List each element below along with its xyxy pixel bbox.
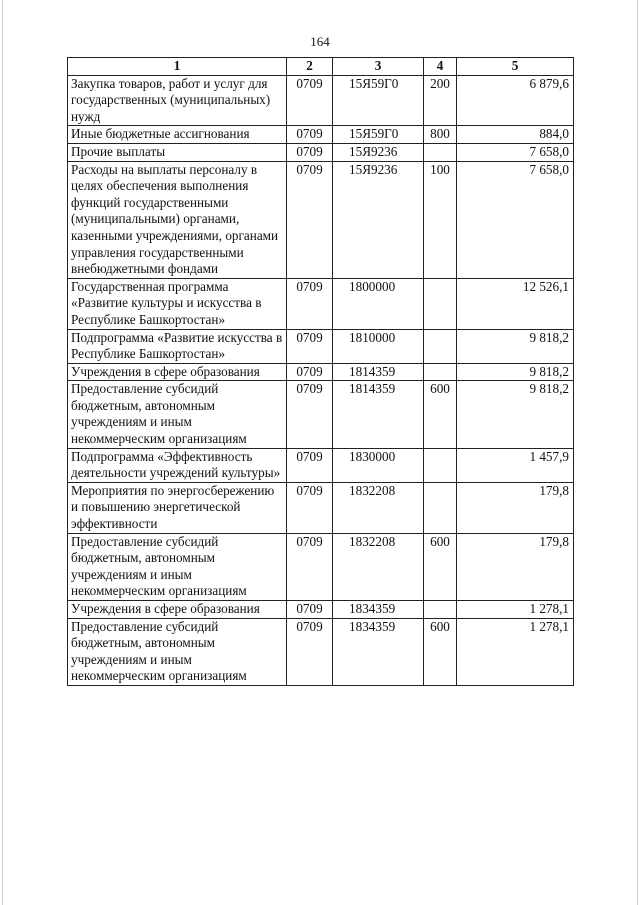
row-expense-type	[424, 143, 457, 161]
row-amount: 9 818,2	[457, 329, 574, 363]
row-amount: 1 457,9	[457, 448, 574, 482]
table-row	[68, 601, 574, 619]
row-amount: 7 658,0	[457, 161, 574, 278]
row-expense-type: 100	[424, 161, 457, 278]
table-row	[68, 363, 574, 381]
row-section: 0709	[287, 363, 333, 381]
table-row	[68, 161, 574, 278]
header-col-1: 1	[68, 58, 287, 76]
row-amount: 12 526,1	[457, 278, 574, 329]
table-row	[68, 381, 574, 448]
row-code: 15Я59Г0	[333, 75, 424, 126]
row-section: 0709	[287, 329, 333, 363]
row-section: 0709	[287, 143, 333, 161]
header-col-5: 5	[457, 58, 574, 76]
row-name: Расходы на выплаты персоналу в целях обеспечения выполнения функций государственными (муниципальными) органами, казенными учреждениями, органами управления государственными внебюджетными фондами	[68, 161, 287, 278]
row-code: 1830000	[333, 448, 424, 482]
header-col-4: 4	[424, 58, 457, 76]
row-name: Прочие выплаты	[68, 143, 287, 161]
table-header-row	[68, 58, 574, 76]
row-amount: 9 818,2	[457, 381, 574, 448]
row-expense-type: 600	[424, 533, 457, 600]
row-code: 15Я59Г0	[333, 126, 424, 144]
row-name: Предоставление субсидий бюджетным, автономным учреждениям и иным некоммерческим организациям	[68, 618, 287, 685]
row-section: 0709	[287, 381, 333, 448]
row-expense-type	[424, 601, 457, 619]
header-col-3: 3	[333, 58, 424, 76]
budget-table	[67, 57, 574, 686]
page-number: 164	[310, 34, 330, 49]
row-code: 15Я9236	[333, 143, 424, 161]
row-section: 0709	[287, 448, 333, 482]
table-row	[68, 75, 574, 126]
table-row	[68, 618, 574, 685]
row-code: 1814359	[333, 381, 424, 448]
row-name: Предоставление субсидий бюджетным, автономным учреждениям и иным некоммерческим организациям	[68, 533, 287, 600]
row-code: 1832208	[333, 482, 424, 533]
row-section: 0709	[287, 533, 333, 600]
row-expense-type: 600	[424, 618, 457, 685]
row-code: 1832208	[333, 533, 424, 600]
scan-edge-left	[2, 0, 3, 905]
row-name: Иные бюджетные ассигнования	[68, 126, 287, 144]
table-row	[68, 143, 574, 161]
row-amount: 179,8	[457, 533, 574, 600]
table-row	[68, 278, 574, 329]
row-name: Учреждения в сфере образования	[68, 363, 287, 381]
row-amount: 1 278,1	[457, 618, 574, 685]
row-name: Мероприятия по энергосбережению и повышению энергетической эффективности	[68, 482, 287, 533]
row-amount: 179,8	[457, 482, 574, 533]
row-section: 0709	[287, 482, 333, 533]
row-name: Учреждения в сфере образования	[68, 601, 287, 619]
row-expense-type	[424, 482, 457, 533]
table-row	[68, 482, 574, 533]
row-expense-type	[424, 278, 457, 329]
row-name: Подпрограмма «Развитие искусства в Республике Башкортостан»	[68, 329, 287, 363]
row-code: 1834359	[333, 618, 424, 685]
row-expense-type	[424, 363, 457, 381]
row-code: 1814359	[333, 363, 424, 381]
row-name: Государственная программа «Развитие культуры и искусства в Республике Башкортостан»	[68, 278, 287, 329]
row-amount: 9 818,2	[457, 363, 574, 381]
row-section: 0709	[287, 601, 333, 619]
row-amount: 7 658,0	[457, 143, 574, 161]
row-section: 0709	[287, 126, 333, 144]
row-code: 1800000	[333, 278, 424, 329]
row-section: 0709	[287, 278, 333, 329]
row-expense-type	[424, 329, 457, 363]
row-code: 15Я9236	[333, 161, 424, 278]
row-section: 0709	[287, 618, 333, 685]
table-row	[68, 533, 574, 600]
row-code: 1810000	[333, 329, 424, 363]
table-row	[68, 126, 574, 144]
header-col-2: 2	[287, 58, 333, 76]
row-name: Подпрограмма «Эффективность деятельности учреждений культуры»	[68, 448, 287, 482]
row-section: 0709	[287, 75, 333, 126]
row-expense-type: 600	[424, 381, 457, 448]
table-row	[68, 448, 574, 482]
row-expense-type: 200	[424, 75, 457, 126]
row-amount: 6 879,6	[457, 75, 574, 126]
row-expense-type	[424, 448, 457, 482]
row-amount: 1 278,1	[457, 601, 574, 619]
row-expense-type: 800	[424, 126, 457, 144]
row-name: Предоставление субсидий бюджетным, автономным учреждениям и иным некоммерческим организациям	[68, 381, 287, 448]
row-code: 1834359	[333, 601, 424, 619]
scan-edge-right	[637, 0, 638, 905]
row-section: 0709	[287, 161, 333, 278]
row-amount: 884,0	[457, 126, 574, 144]
row-name: Закупка товаров, работ и услуг для государственных (муниципальных) нужд	[68, 75, 287, 126]
table-row	[68, 329, 574, 363]
